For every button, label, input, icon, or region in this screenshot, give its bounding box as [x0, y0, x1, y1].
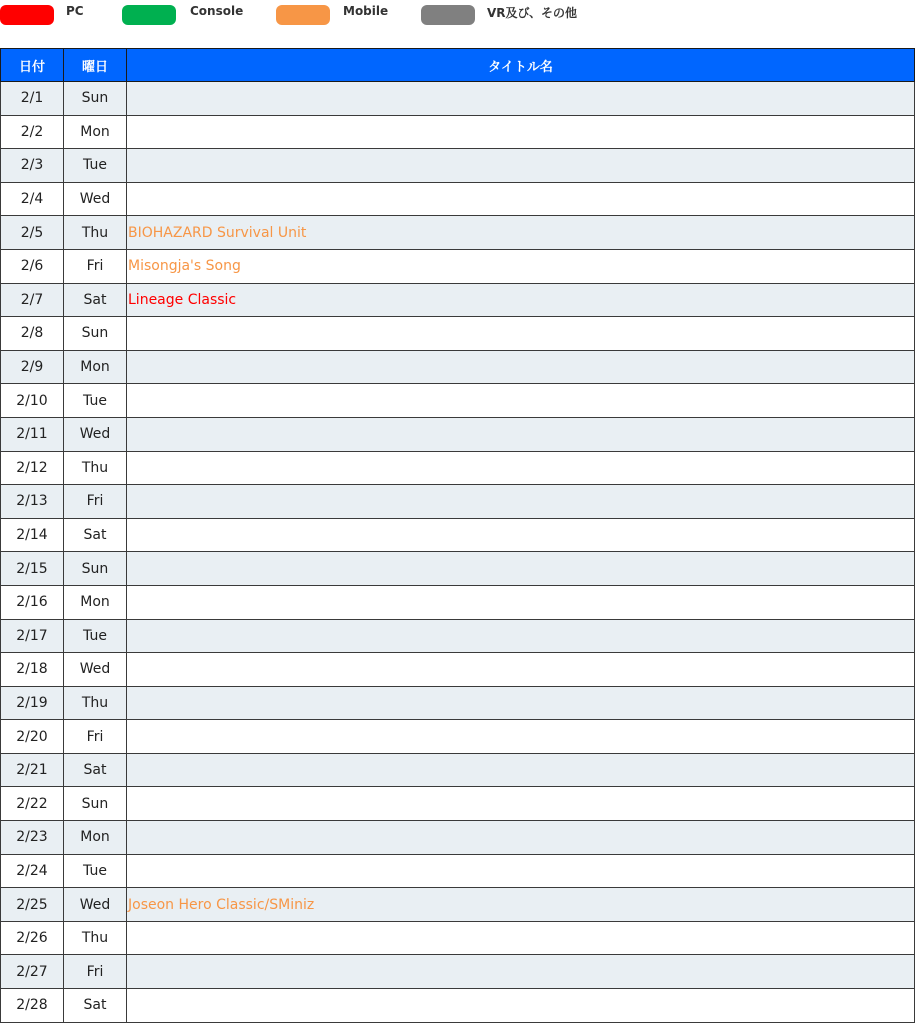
- cell-day: Mon: [64, 821, 127, 855]
- cell-title: [127, 115, 915, 149]
- legend-label-vr-other: VR及び、その他: [487, 6, 578, 20]
- table-row: [1, 417, 915, 451]
- cell-title: [127, 787, 915, 821]
- header-row: [1, 49, 915, 82]
- cell-title: [127, 417, 915, 451]
- table-row: [1, 350, 915, 384]
- cell-date: 2/9: [1, 350, 64, 384]
- cell-day: Tue: [64, 619, 127, 653]
- cell-day: Tue: [64, 854, 127, 888]
- table-row: [1, 753, 915, 787]
- legend-label-mobile: Mobile: [343, 4, 389, 18]
- cell-day: Tue: [64, 384, 127, 418]
- cell-title: [127, 182, 915, 216]
- table-row: [1, 451, 915, 485]
- platform-legend: [0, 0, 916, 30]
- cell-day: Sat: [64, 753, 127, 787]
- cell-day: Mon: [64, 585, 127, 619]
- cell-day: Fri: [64, 720, 127, 754]
- table-row: [1, 149, 915, 183]
- cell-date: 2/13: [1, 485, 64, 519]
- cell-day: Sat: [64, 283, 127, 317]
- cell-day: Sun: [64, 552, 127, 586]
- legend-swatch-pc: [0, 5, 54, 25]
- header-day: 曜日: [64, 49, 127, 82]
- cell-date: 2/11: [1, 417, 64, 451]
- cell-title: [127, 552, 915, 586]
- table-row: [1, 216, 915, 250]
- cell-day: Mon: [64, 350, 127, 384]
- cell-title: [127, 485, 915, 519]
- cell-date: 2/18: [1, 653, 64, 687]
- table-row: [1, 182, 915, 216]
- table-row: [1, 921, 915, 955]
- cell-day: Sun: [64, 82, 127, 116]
- cell-title: [127, 653, 915, 687]
- cell-day: Wed: [64, 888, 127, 922]
- table-body: [1, 82, 915, 1023]
- cell-date: 2/15: [1, 552, 64, 586]
- cell-date: 2/12: [1, 451, 64, 485]
- cell-title: [127, 317, 915, 351]
- table-row: [1, 653, 915, 687]
- table-row: [1, 888, 915, 922]
- release-schedule-table: [0, 48, 915, 1023]
- cell-title: [127, 955, 915, 989]
- cell-date: 2/6: [1, 249, 64, 283]
- cell-date: 2/22: [1, 787, 64, 821]
- cell-day: Wed: [64, 653, 127, 687]
- cell-title: [127, 384, 915, 418]
- cell-date: 2/10: [1, 384, 64, 418]
- cell-title: [127, 921, 915, 955]
- table-row: [1, 955, 915, 989]
- header-date: 日付: [1, 49, 64, 82]
- cell-date: 2/21: [1, 753, 64, 787]
- cell-date: 2/14: [1, 518, 64, 552]
- table-row: [1, 283, 915, 317]
- cell-date: 2/4: [1, 182, 64, 216]
- cell-day: Thu: [64, 686, 127, 720]
- cell-date: 2/3: [1, 149, 64, 183]
- cell-day: Sat: [64, 989, 127, 1023]
- cell-title: [127, 82, 915, 116]
- cell-date: 2/23: [1, 821, 64, 855]
- cell-date: 2/20: [1, 720, 64, 754]
- cell-date: 2/2: [1, 115, 64, 149]
- cell-date: 2/25: [1, 888, 64, 922]
- table-row: [1, 485, 915, 519]
- table-row: [1, 115, 915, 149]
- cell-title: [127, 619, 915, 653]
- cell-date: 2/7: [1, 283, 64, 317]
- cell-title: Lineage Classic: [127, 283, 915, 317]
- table-row: [1, 249, 915, 283]
- table-row: [1, 787, 915, 821]
- cell-day: Fri: [64, 485, 127, 519]
- table-row: [1, 686, 915, 720]
- cell-day: Sun: [64, 787, 127, 821]
- cell-title: [127, 518, 915, 552]
- cell-day: Wed: [64, 417, 127, 451]
- cell-day: Thu: [64, 921, 127, 955]
- table-row: [1, 518, 915, 552]
- cell-title: Joseon Hero Classic/SMiniz: [127, 888, 915, 922]
- cell-day: Thu: [64, 216, 127, 250]
- cell-day: Mon: [64, 115, 127, 149]
- legend-swatch-vr-other: [421, 5, 475, 25]
- cell-day: Sun: [64, 317, 127, 351]
- cell-title: [127, 720, 915, 754]
- cell-date: 2/28: [1, 989, 64, 1023]
- legend-swatch-console: [122, 5, 176, 25]
- cell-title: [127, 854, 915, 888]
- cell-title: [127, 585, 915, 619]
- cell-title: [127, 989, 915, 1023]
- cell-date: 2/17: [1, 619, 64, 653]
- table-header: [1, 49, 915, 82]
- table-row: [1, 720, 915, 754]
- cell-title: [127, 451, 915, 485]
- cell-title: [127, 753, 915, 787]
- cell-day: Tue: [64, 149, 127, 183]
- cell-title: [127, 350, 915, 384]
- table-row: [1, 989, 915, 1023]
- cell-title: Misongja's Song: [127, 249, 915, 283]
- table-row: [1, 821, 915, 855]
- cell-date: 2/16: [1, 585, 64, 619]
- table-row: [1, 384, 915, 418]
- table-row: [1, 317, 915, 351]
- table-row: [1, 552, 915, 586]
- cell-date: 2/5: [1, 216, 64, 250]
- cell-date: 2/8: [1, 317, 64, 351]
- cell-date: 2/19: [1, 686, 64, 720]
- cell-title: [127, 149, 915, 183]
- table-row: [1, 585, 915, 619]
- cell-date: 2/27: [1, 955, 64, 989]
- legend-label-console: Console: [190, 4, 244, 18]
- table-row: [1, 82, 915, 116]
- table-row: [1, 854, 915, 888]
- cell-date: 2/24: [1, 854, 64, 888]
- cell-day: Fri: [64, 955, 127, 989]
- cell-day: Fri: [64, 249, 127, 283]
- cell-date: 2/26: [1, 921, 64, 955]
- table-row: [1, 619, 915, 653]
- cell-title: BIOHAZARD Survival Unit: [127, 216, 915, 250]
- legend-swatch-mobile: [276, 5, 330, 25]
- legend-label-pc: PC: [66, 4, 84, 18]
- cell-title: [127, 686, 915, 720]
- cell-day: Sat: [64, 518, 127, 552]
- cell-date: 2/1: [1, 82, 64, 116]
- cell-day: Wed: [64, 182, 127, 216]
- cell-title: [127, 821, 915, 855]
- cell-day: Thu: [64, 451, 127, 485]
- header-title: タイトル名: [127, 49, 915, 82]
